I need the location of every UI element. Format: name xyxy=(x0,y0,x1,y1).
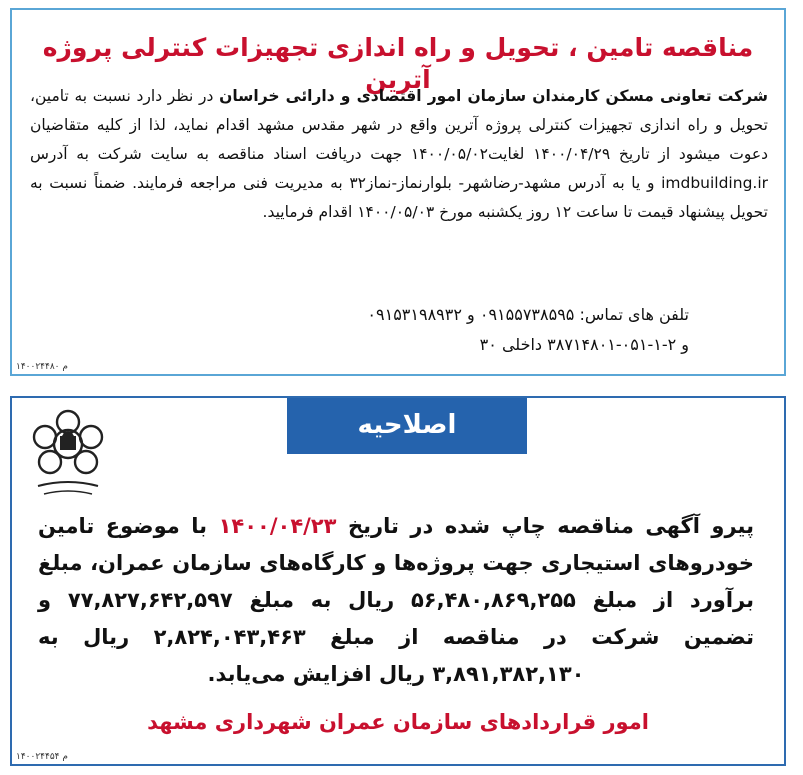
company-name: شرکت تعاونی مسکن کارمندان سازمان امور اقتصادی و دارائی خراسان xyxy=(219,87,768,105)
logo-icon xyxy=(22,404,114,502)
ad-code: ۱۴۰۰۲۴۴۸۰ م xyxy=(16,362,68,372)
tender-body xyxy=(30,82,768,227)
amendment-signature: امور قراردادهای سازمان عمران شهرداری مشهد xyxy=(147,710,649,734)
amendment-ad xyxy=(10,396,786,766)
phone-line-1: تلفن های تماس: ۰۹۱۵۵۷۳۸۵۹۵ و ۰۹۱۵۳۱۹۸۹۳۲ xyxy=(367,305,689,324)
amendment-badge: اصلاحیه xyxy=(287,398,527,454)
amendment-text-1: پیرو آگهی مناقصه چاپ شده در تاریخ xyxy=(336,514,754,538)
phone-line-2: و ۲-۱-۰۵۱-۳۸۷۱۴۸۰۱ داخلی ۳۰ xyxy=(479,335,689,354)
amendment-body xyxy=(38,508,754,693)
amendment-date: ۱۴۰۰/۰۴/۲۳ xyxy=(218,514,337,538)
ad-code: ۱۴۰۰۲۴۴۵۴ م xyxy=(16,752,68,762)
tender-ad xyxy=(10,8,786,376)
tender-title: مناقصه تامین ، تحویل و راه اندازی تجهیزات کنترلی پروژه آترین xyxy=(42,33,754,94)
contact-info xyxy=(189,300,689,360)
amendment-text-2: با موضوع تامین خودروهای استیجاری جهت پروژه‌ها و کارگاه‌های سازمان عمران، مبلغ برآورد از مبلغ ۵۶,۴۸۰,۸۶۹,۲۵۵ ریال به مبلغ ۷۷,۸۲۷,۶۴۲,۵۹۷ و تضمین شرکت در مناقصه از مبلغ ۲,۸۲۴,۰۴۳,۴۶۳ ریال به ۳,۸۹۱,۳۸۲,۱۳۰ ریال افزایش می‌یابد. xyxy=(38,514,754,686)
mashhad-municipality-logo xyxy=(22,404,114,502)
tender-text: در نظر دارد نسبت به تامین، تحویل و راه اندازی تجهیزات کنترلی پروژه آترین واقع در شهر مقدس مشهد اقدام نماید، لذا از کلیه متقاضیان دعوت میشود از تاریخ ۱۴۰۰/۰۴/۲۹ لغایت۱۴۰۰/۰۵/۰۲ جهت دریافت اسناد مناقصه به سایت شرکت به آدرس imdbuilding.ir و یا به آدرس مشهد-رضاشهر- بلوارنماز-نماز۳۲ به مدیریت فنی مراجعه فرمایند. ضمناً نسبت به تحویل پیشنهاد قیمت تا ساعت ۱۲ روز یکشنبه مورخ ۱۴۰۰/۰۵/۰۳ اقدام فرمایید. xyxy=(30,87,769,221)
